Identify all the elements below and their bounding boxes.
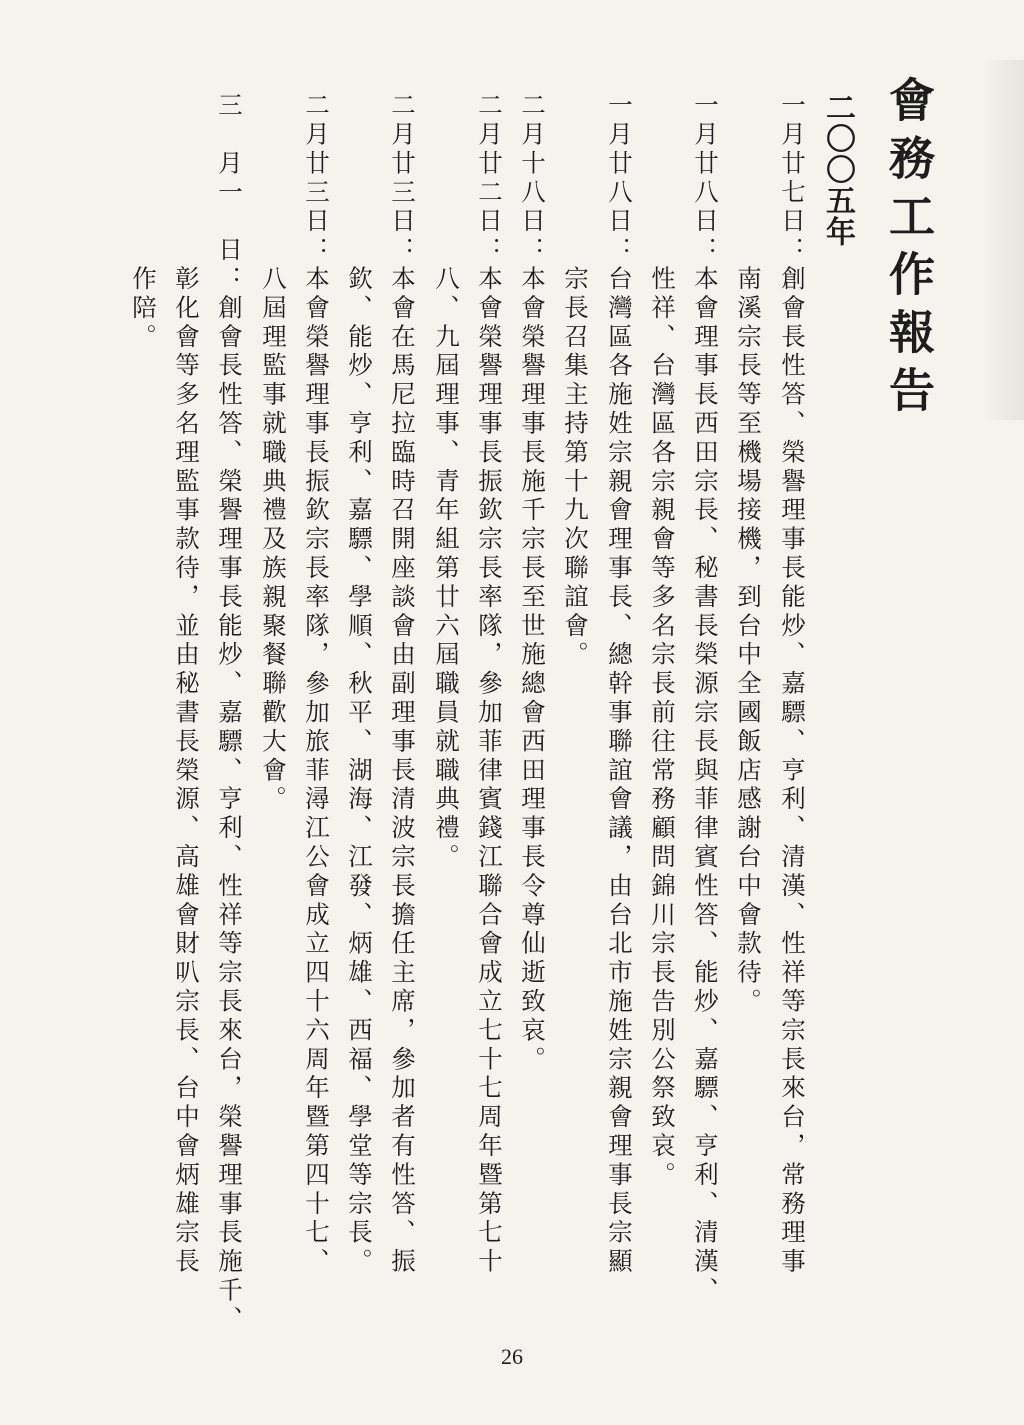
entry-line: 南溪宗長等至機場接機，到台中全國飯店感謝台中會款待。 [734, 92, 763, 1017]
page-number: 26 [501, 1344, 523, 1369]
page-edge-shadow [984, 60, 1024, 420]
entry-line: 二月十八日：本會榮譽理事長施千宗長至世施總會西田理事長令尊仙逝致哀。 [518, 92, 547, 1075]
entry-line: 一月廿八日：台灣區各施姓宗親會理事長、總幹事聯誼會議，由台北市施姓宗親會理事長宗顯 [605, 92, 634, 1277]
entry-line: 二月廿二日：本會榮譽理事長振欽宗長率隊，參加菲律賓錢江聯合會成立七十七周年暨第七十 [475, 92, 504, 1277]
entry-line: 一月廿七日：創會長性答、榮譽理事長能炒、嘉驃、亨利、清漢、性祥等宗長來台，常務理事 [778, 92, 807, 1277]
entry-line: 宗長召集主持第十九次聯誼會。 [561, 92, 590, 670]
entry-line: 一月廿八日：本會理事長西田宗長、秘書長榮源宗長與菲律賓性答、能炒、嘉驃、亨利、清漢、 [691, 92, 720, 1306]
entry-line: 作陪。 [129, 92, 158, 353]
entry-line: 八、九屆理事、青年組第廿六屆職員就職典禮。 [432, 92, 461, 873]
entry-line: 欽、能炒、亨利、嘉驃、學順、秋平、湖海、江發、炳雄、西福、學堂等宗長。 [345, 92, 374, 1277]
entry-line: 彰化會等多名理監事款待，並由秘書長榮源、高雄會財叭宗長、台中會炳雄宗長 [172, 92, 201, 1277]
entry-line: 二月廿三日：本會在馬尼拉臨時召開座談會由副理事長清波宗長擔任主席，參加者有性答、振 [388, 92, 417, 1277]
page-title: 會務工作報告 [882, 76, 936, 424]
year-heading: 二〇〇五年 [820, 92, 855, 247]
entry-line: 二月廿三日：本會榮譽理事長振欽宗長率隊，參加旅菲潯江公會成立四十六周年暨第四十七、 [302, 92, 331, 1277]
entry-line: 八屆理監事就職典禮及族親聚餐聯歡大會。 [259, 92, 288, 815]
entry-line: 性祥、台灣區各宗親會等多名宗長前往常務顧問錦川宗長告別公祭致哀。 [648, 92, 677, 1191]
entry-line: 三 月一 日：創會長性答、榮譽理事長能炒、嘉驃、亨利、性祥等宗長來台，榮譽理事長施千、 [215, 92, 244, 1335]
